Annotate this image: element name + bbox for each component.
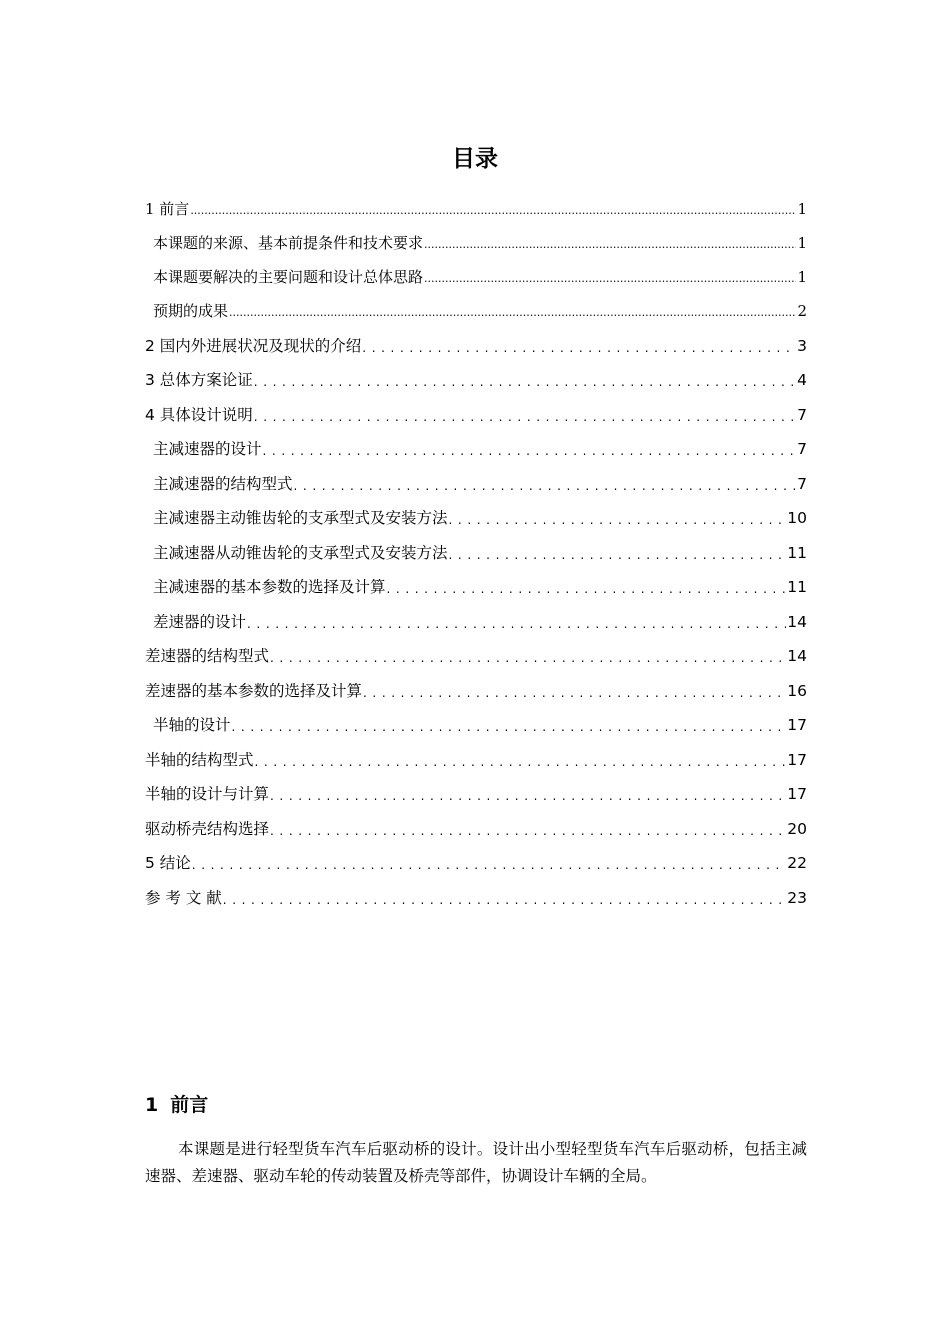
toc-leader-dots — [424, 267, 796, 287]
section-number: 1 — [145, 1094, 159, 1116]
section-title: 前言 — [170, 1094, 209, 1116]
toc-entry-page: 14 — [787, 647, 807, 665]
toc-entry-page: 4 — [797, 371, 807, 389]
toc-entry-page: 16 — [787, 682, 807, 700]
toc-entry[interactable] — [145, 847, 807, 873]
toc-entry-page: 3 — [797, 337, 807, 355]
toc-entry-label: 差速器的基本参数的选择及计算 — [145, 682, 363, 700]
toc-entry-label: 主减速器主动锥齿轮的支承型式及安装方法 — [153, 509, 448, 527]
toc-entry-page: 17 — [787, 716, 807, 734]
toc-entry-label: 主减速器的基本参数的选择及计算 — [153, 578, 386, 596]
toc-entry-label: 2 国内外进展状况及现状的介绍 — [145, 337, 362, 355]
toc-leader-dots — [254, 370, 796, 390]
toc-entry-page: 23 — [787, 889, 807, 907]
toc-leader-dots — [363, 681, 786, 701]
toc-entry[interactable] — [145, 606, 807, 632]
toc-entry[interactable] — [145, 193, 807, 219]
toc-entry-page: 20 — [787, 820, 807, 838]
toc-entry[interactable] — [145, 709, 807, 735]
toc-leader-dots — [232, 715, 787, 735]
toc-entry-page: 1 — [797, 234, 807, 252]
toc-entry-label: 半轴的设计 — [153, 716, 231, 734]
toc-entry-label: 3 总体方案论证 — [145, 371, 253, 389]
section-heading — [145, 1091, 208, 1119]
toc-entry[interactable] — [145, 675, 807, 701]
toc-leader-dots — [190, 199, 796, 219]
toc-entry-page: 11 — [787, 578, 807, 596]
toc-entry[interactable] — [145, 364, 807, 390]
toc-entry[interactable] — [145, 882, 807, 908]
toc-entry-label: 差速器的结构型式 — [145, 647, 270, 665]
toc-entry-label: 本课题的来源、基本前提条件和技术要求 — [153, 234, 424, 252]
toc-entry-page: 7 — [797, 406, 807, 424]
toc-entry-page: 22 — [787, 854, 807, 872]
toc-leader-dots — [192, 853, 786, 873]
toc-entry-page: 14 — [787, 613, 807, 631]
toc-entry-page: 10 — [787, 509, 807, 527]
toc-entry-label: 驱动桥壳结构选择 — [145, 820, 270, 838]
toc-entry-label: 1 前言 — [145, 200, 190, 218]
toc-entry-page: 2 — [797, 302, 807, 320]
toc-leader-dots — [387, 577, 787, 597]
toc-entry[interactable] — [145, 571, 807, 597]
toc-entry-page: 7 — [797, 475, 807, 493]
toc-entry[interactable] — [145, 813, 807, 839]
toc-entry-label: 半轴的结构型式 — [145, 751, 254, 769]
toc-entry-page: 1 — [797, 268, 807, 286]
toc-entry[interactable] — [145, 295, 807, 321]
toc-leader-dots — [247, 612, 786, 632]
toc-entry-label: 预期的成果 — [153, 302, 229, 320]
toc-entry-label: 4 具体设计说明 — [145, 406, 253, 424]
toc-leader-dots — [294, 474, 797, 494]
toc-leader-dots — [255, 750, 787, 770]
toc-entry[interactable] — [145, 502, 807, 528]
toc-leader-dots — [424, 233, 796, 253]
toc-leader-dots — [263, 439, 797, 459]
toc-leader-dots — [449, 543, 787, 563]
toc-entry[interactable] — [145, 227, 807, 253]
toc-entry[interactable] — [145, 468, 807, 494]
toc-leader-dots — [270, 784, 786, 804]
toc-entry-page: 17 — [787, 785, 807, 803]
toc-entry[interactable] — [145, 261, 807, 287]
toc-leader-dots — [362, 336, 796, 356]
toc-entry-label: 主减速器的结构型式 — [153, 475, 293, 493]
toc-leader-dots — [270, 646, 786, 666]
toc-leader-dots — [449, 508, 787, 528]
toc-entry-page: 1 — [797, 200, 807, 218]
toc-entry-page: 11 — [787, 544, 807, 562]
toc-leader-dots — [270, 819, 786, 839]
toc-entry[interactable] — [145, 399, 807, 425]
toc-entry-label: 主减速器从动锥齿轮的支承型式及安装方法 — [153, 544, 448, 562]
toc-leader-dots — [229, 301, 796, 321]
toc-entry[interactable] — [145, 640, 807, 666]
toc-entry[interactable] — [145, 433, 807, 459]
toc-entry[interactable] — [145, 778, 807, 804]
toc-entry-label: 半轴的设计与计算 — [145, 785, 270, 803]
toc-entry-label: 参 考 文 献 — [145, 889, 222, 907]
toc-entry-page: 7 — [797, 440, 807, 458]
body-paragraph: 本课题是进行轻型货车汽车后驱动桥的设计。设计出小型轻型货车汽车后驱动桥，包括主减速器、差速器、驱动车轮的传动装置及桥壳等部件，协调设计车辆的全局。 — [145, 1140, 807, 1185]
toc-entry-label: 本课题要解决的主要问题和设计总体思路 — [153, 268, 424, 286]
toc-entry[interactable] — [145, 537, 807, 563]
toc-entry[interactable] — [145, 330, 807, 356]
toc-leader-dots — [254, 405, 796, 425]
toc-leader-dots — [223, 888, 786, 908]
toc-entry-label: 差速器的设计 — [153, 613, 247, 631]
toc-entry[interactable] — [145, 744, 807, 770]
toc-entry-label: 主减速器的设计 — [153, 440, 262, 458]
toc-entry-label: 5 结论 — [145, 854, 191, 872]
toc-entry-page: 17 — [787, 751, 807, 769]
toc-title: 目录 — [452, 146, 498, 172]
